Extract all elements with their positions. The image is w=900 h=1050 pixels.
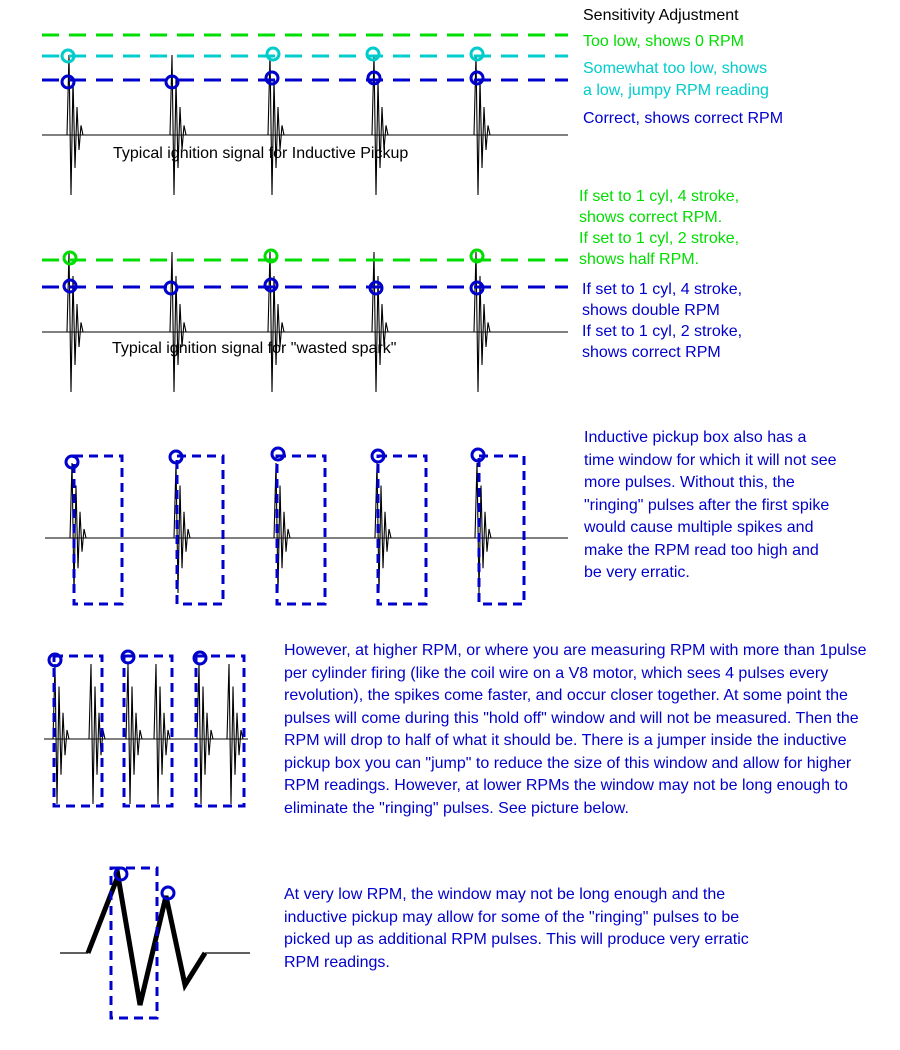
ignition-spike — [372, 252, 388, 392]
trigger-marker — [471, 48, 483, 60]
ignition-spike — [197, 664, 213, 804]
condition-line: If set to 1 cyl, 4 stroke, — [579, 188, 740, 205]
ignition-spike — [170, 252, 186, 392]
condition-line: shows half RPM. — [579, 251, 700, 268]
low-rpm-signal — [60, 868, 250, 1018]
trigger-marker — [367, 48, 379, 60]
ignition-spike — [474, 252, 490, 392]
time-window-signal — [45, 448, 568, 604]
trigger-marker — [266, 72, 278, 84]
somewhat-low-label: Somewhat too low, shows — [583, 60, 768, 77]
trigger-marker — [267, 48, 279, 60]
trigger-marker — [64, 252, 76, 264]
ignition-spike — [268, 252, 284, 392]
wasted-spark-signal — [42, 250, 568, 392]
trigger-marker — [272, 448, 284, 460]
too-low-label: Too low, shows 0 RPM — [583, 33, 744, 50]
condition-line: If set to 1 cyl, 2 stroke, — [582, 323, 743, 340]
ignition-spike — [268, 55, 284, 195]
ignition-spike — [67, 252, 83, 392]
inductive-pickup-signal — [42, 48, 568, 195]
condition-line: shows double RPM — [582, 302, 720, 319]
hold-off-window-box — [54, 656, 102, 806]
hold-off-window-box — [111, 868, 157, 1018]
condition-line: If set to 1 cyl, 4 stroke, — [582, 281, 743, 298]
ignition-spike — [227, 664, 243, 804]
trigger-marker — [471, 72, 483, 84]
high-rpm-explanation: However, at higher RPM, or where you are measuring RPM with more than 1pulse per cylinder firing (like the coil wire on a V8 motor, which sees 4 pulses every revolution), the spikes come faster, and occur closer together. At some point the pulses will come during this "hold off" window and will not be measured. Then the RPM will drop to half of what it should be. There is a jumper inside the inductive pickup box you can "jump" to reduce the size of this window and allow for higher RPM readings. However, at lower RPMs the window may not be long enough to eliminate the "ringing" pulses. See picture below. — [284, 642, 867, 817]
inductive-pickup-caption: Typical ignition signal for Inductive Pickup — [113, 145, 409, 162]
condition-line: If set to 1 cyl, 2 stroke, — [579, 230, 740, 247]
somewhat-low-label-cont: a low, jumpy RPM reading — [583, 82, 769, 99]
hold-off-window-box — [378, 456, 426, 604]
sensitivity-heading: Sensitivity Adjustment — [583, 7, 739, 24]
condition-line: shows correct RPM — [582, 344, 721, 361]
correct-label: Correct, shows correct RPM — [583, 110, 784, 127]
time-window-explanation: Inductive pickup box also has a time window for which it will not see more pulses. Without this, the "ringing" pulses after the first spike would cause multiple spikes and make the RPM read too high and be very erratic. — [584, 429, 837, 581]
wasted-spark-caption: Typical ignition signal for "wasted spark" — [112, 340, 397, 357]
ignition-spike — [126, 664, 142, 804]
condition-line: shows correct RPM. — [579, 209, 723, 226]
hold-off-window-box — [277, 456, 325, 604]
ignition-spike — [70, 463, 86, 593]
high-rpm-signal — [44, 651, 248, 806]
low-rpm-explanation: At very low RPM, the window may not be long enough and the inductive pickup may allow for some of the "ringing" pulses to be picked up as additional RPM pulses. This will produce very erratic RPM readings. — [284, 886, 749, 971]
ignition-spike — [154, 664, 170, 804]
ignition-spike — [475, 463, 491, 593]
